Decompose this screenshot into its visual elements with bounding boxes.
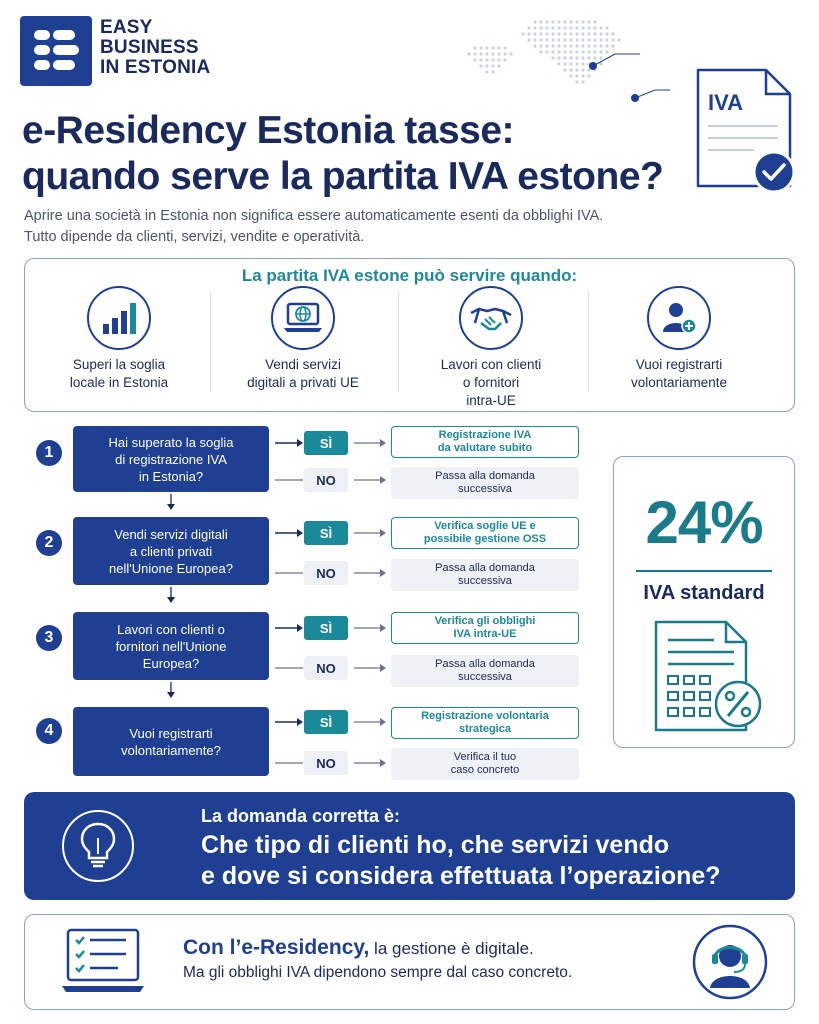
yes-result: Registrazione IVA da valutare subito (391, 426, 579, 458)
connector-line (275, 667, 303, 669)
connector-line (275, 762, 303, 764)
arrow-right-icon (275, 717, 305, 727)
arrow-right-icon (354, 758, 388, 768)
bar-chart-icon (87, 286, 151, 350)
conditions-title: La partita IVA estone può servire quando: (241, 266, 578, 285)
vat-label: IVA standard (643, 582, 765, 604)
laptop-checklist-icon (60, 926, 146, 998)
iva-document-icon (694, 66, 800, 196)
divider (636, 570, 772, 572)
step-number: 3 (36, 625, 62, 651)
no-result: Passa alla domanda successiva (391, 467, 579, 499)
yes-badge: SÌ (304, 616, 348, 640)
question-text: Che tipo di clienti ho, che servizi vendo e dove si considera effettuata l’operazione? (201, 831, 721, 890)
no-result: Passa alla domanda successiva (391, 655, 579, 687)
laptop-globe-icon (271, 286, 335, 350)
brand-logo-text: EASY BUSINESS IN ESTONIA (100, 17, 211, 78)
arrow-right-icon (275, 623, 305, 633)
arrow-right-icon (354, 717, 388, 727)
no-badge: NO (304, 468, 348, 492)
condition-digital-services (208, 286, 398, 392)
arrow-right-icon (354, 568, 388, 578)
condition-voluntary (584, 286, 774, 392)
yes-badge: SÌ (304, 710, 348, 734)
condition-intra-eu (396, 286, 586, 410)
page-title: e-Residency Estonia tasse: quando serve la partita IVA estone? (22, 109, 664, 198)
add-user-icon (647, 286, 711, 350)
step-number: 4 (36, 718, 62, 744)
arrow-down-icon (166, 587, 176, 605)
eresidency-line1: Con l’e-Residency, la gestione è digitale. (183, 936, 534, 959)
yes-result: Verifica soglie UE e possibile gestione OSS (391, 517, 579, 549)
condition-label: Vuoi registrarti volontariamente (630, 357, 728, 390)
no-badge: NO (304, 751, 348, 775)
condition-label: Vendi servizi digitali a privati UE (247, 357, 359, 390)
question-box: Vendi servizi digitali a clienti privati nell'Unione Europea? (73, 517, 269, 585)
lightbulb-icon (60, 808, 136, 884)
arrow-right-icon (275, 528, 305, 538)
question-intro: La domanda corretta è: (201, 806, 401, 826)
yes-badge: SÌ (304, 521, 348, 545)
condition-label: Superi la soglia locale in Estonia (69, 357, 169, 390)
condition-label: Lavori con clienti o fornitori intra-UE (440, 357, 542, 408)
vat-rate: 24% (645, 489, 763, 556)
check-badge-icon (754, 152, 794, 192)
question-box: Hai superato la soglia di registrazione IVA in Estonia? (73, 426, 269, 492)
estonia-map-icon (455, 8, 680, 108)
connector-line (275, 479, 303, 481)
arrow-down-icon (166, 494, 176, 512)
no-result: Verifica il tuo caso concreto (391, 748, 579, 780)
connector-line (275, 572, 303, 574)
arrow-right-icon (354, 623, 388, 633)
condition-threshold (24, 286, 214, 392)
step-number: 1 (36, 440, 62, 466)
arrow-right-icon (275, 438, 305, 448)
arrow-down-icon (166, 682, 176, 700)
step-number: 2 (36, 530, 62, 556)
page-subtitle: Aprire una società in Estonia non significa essere automaticamente esenti da obblighi IVA. Tutto dipende da clienti, servizi, vendite e operatività. (24, 208, 604, 245)
no-badge: NO (304, 561, 348, 585)
arrow-right-icon (354, 438, 388, 448)
support-agent-icon (690, 922, 770, 1002)
yes-badge: SÌ (304, 431, 348, 455)
brand-logo-mark (20, 16, 92, 86)
handshake-icon (459, 286, 523, 350)
arrow-right-icon (354, 475, 388, 485)
arrow-right-icon (354, 663, 388, 673)
iva-document-label: IVA (708, 90, 744, 115)
yes-result: Verifica gli obblighi IVA intra-UE (391, 612, 579, 644)
eresidency-line2: Ma gli obblighi IVA dipendono sempre dal caso concreto. (183, 964, 573, 981)
arrow-right-icon (354, 528, 388, 538)
logo-b-icon (20, 16, 92, 86)
calculator-document-icon (652, 618, 764, 736)
yes-result: Registrazione volontaria strategica (391, 707, 579, 739)
question-box: Lavori con clienti o fornitori nell'Unione Europea? (73, 612, 269, 680)
no-badge: NO (304, 656, 348, 680)
question-box: Vuoi registrarti volontariamente? (73, 707, 269, 776)
no-result: Passa alla domanda successiva (391, 559, 579, 591)
